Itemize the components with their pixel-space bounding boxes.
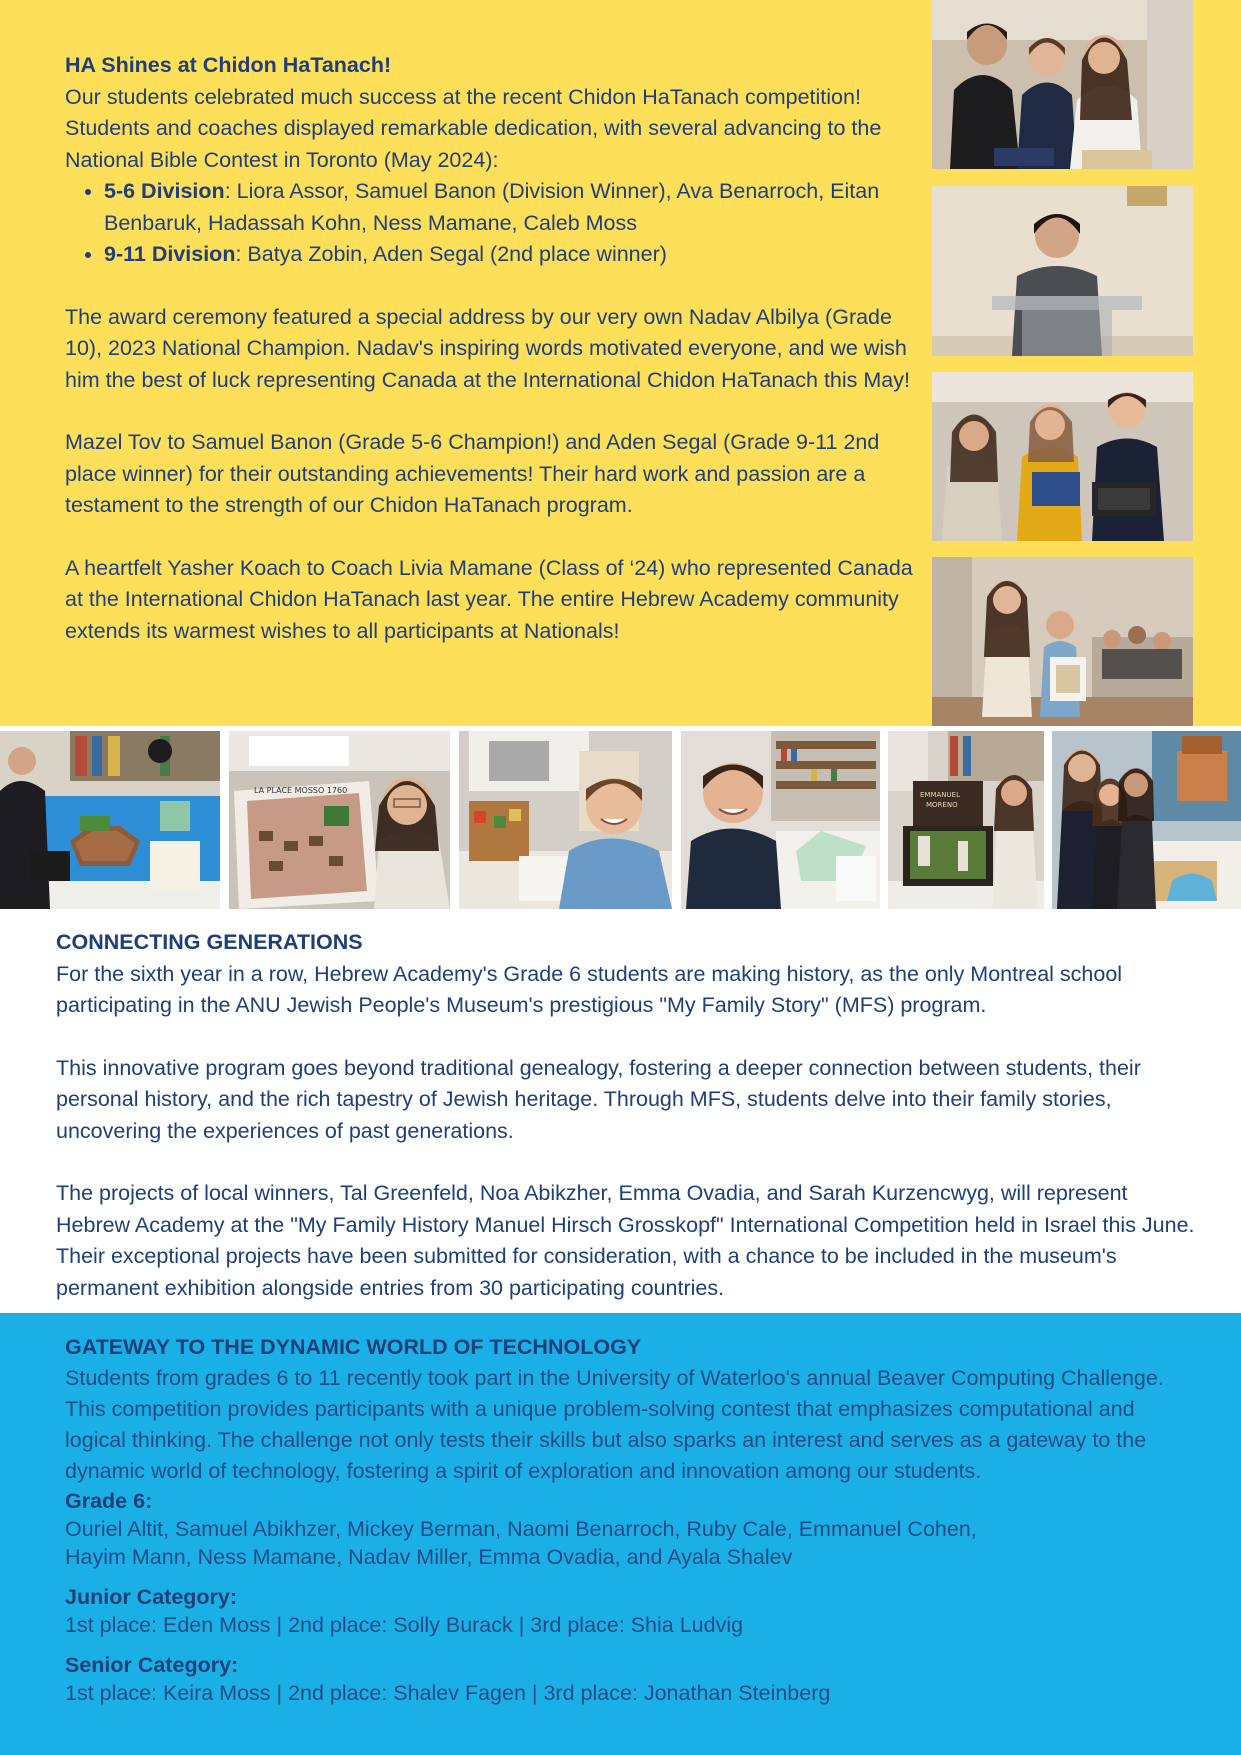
photo-project-group-girls — [1052, 731, 1241, 909]
generations-heading: CONNECTING GENERATIONS — [56, 930, 363, 954]
award-paragraph: The award ceremony featured a special address by our very own Nadav Albilya (Grade 10), 2023 National Champion. Nadav's inspiring words motivated everyone, and we wish him the best of luck representing Canada at the International Chidon HaTanach this May! — [65, 304, 910, 392]
division-text: : Liora Assor, Samuel Banon (Division Winner), Ava Benarroch, Eitan Benbaruk, Hadassah Kohn, Ness Mamane, Caleb Moss — [104, 179, 880, 235]
technology-intro: Students from grades 6 to 11 recently took part in the University of Waterloo's annual Beaver Computing Challenge. This competition provides participants with a unique problem-solving contest that emphasizes computational and logical thinking. The challenge not only tests their skills but also sparks an interest and serves as a gateway to the dynamic world of technology, fostering a spirit of exploration and innovation among our students. — [65, 1366, 1164, 1483]
senior-category-results: 1st place: Keira Moss | 2nd place: Shalev Fagen | 3rd place: Jonathan Steinberg — [65, 1681, 831, 1705]
generations-article — [56, 927, 1206, 1304]
chidon-section — [0, 0, 1241, 726]
division-item-5-6 — [104, 176, 915, 239]
generations-paragraph-2: This innovative program goes beyond traditional genealogy, fostering a deeper connection between students, their personal history, and the rich tapestry of Jewish heritage. Through MFS, students delve into their family stories, uncovering the experiences of past generations. — [56, 1055, 1141, 1143]
generations-paragraph-1: For the sixth year in a row, Hebrew Academy's Grade 6 students are making history, as the only Montreal school participating in the ANU Jewish People's Museum's prestigious "My Family Story" (MFS) program. — [56, 961, 1123, 1017]
technology-article — [65, 1332, 1195, 1707]
technology-heading: GATEWAY TO THE DYNAMIC WORLD OF TECHNOLOGY — [65, 1335, 642, 1359]
chidon-heading: HA Shines at Chidon HaTanach! — [65, 53, 392, 77]
photo-project-room-model — [229, 731, 450, 909]
suitcase-name-line1: EMMANUEL — [920, 791, 960, 799]
mazel-tov-paragraph: Mazel Tov to Samuel Banon (Grade 5-6 Champion!) and Aden Segal (Grade 9-11 2nd place winner) for their outstanding achievements! Their hard work and passion are a testament to the strength of our Chidon HaTanach program. — [65, 430, 880, 517]
generations-section — [0, 913, 1241, 1313]
photo-project-student-smiling — [681, 731, 880, 909]
generations-paragraph-3: The projects of local winners, Tal Greenfeld, Noa Abikzher, Emma Ovadia, and Sarah Kurzencwyg, will represent Hebrew Academy at the "My Family History Manuel Hirsch Grosskopf" International Competition held in Israel this June. Their exceptional projects have been submitted for consideration, with a chance to be included in the museum's permanent exhibition alongside entries from 30 participating countries. — [56, 1181, 1195, 1300]
photo-students-certificates — [932, 557, 1193, 726]
chidon-intro: Our students celebrated much success at the recent Chidon HaTanach competition! Students and coaches displayed remarkable dedication, with several advancing to the National Bible Contest in Toronto (May 2024): — [65, 84, 882, 172]
photo-project-hexagon-model — [0, 731, 220, 909]
division-item-9-11 — [104, 239, 915, 271]
model-sign-text: LA PLACE MOSSO 1760 — [254, 786, 348, 795]
photo-three-students — [932, 0, 1193, 169]
suitcase-name-line2: MORENO — [926, 801, 958, 809]
grade6-label: Grade 6: — [65, 1489, 153, 1513]
division-text: : Batya Zobin, Aden Segal (2nd place winner) — [235, 242, 667, 266]
division-name: 5-6 Division — [104, 179, 225, 203]
photo-project-suitcase — [888, 731, 1044, 909]
technology-section — [0, 1313, 1241, 1755]
junior-category-results: 1st place: Eden Moss | 2nd place: Solly Burack | 3rd place: Shia Ludvig — [65, 1613, 744, 1637]
photo-award-ceremony — [932, 372, 1193, 541]
coach-paragraph: A heartfelt Yasher Koach to Coach Livia Mamane (Class of ‘24) who represented Canada at the International Chidon HaTanach last year. The entire Hebrew Academy community extends its warmest wishes to all participants at Nationals! — [65, 555, 913, 643]
junior-category-label: Junior Category: — [65, 1585, 238, 1609]
chidon-article — [65, 50, 915, 647]
division-list — [65, 176, 915, 271]
grade6-names-line2: Hayim Mann, Ness Mamane, Nadav Miller, Emma Ovadia, and Ayala Shalev — [65, 1545, 793, 1569]
division-name: 9-11 Division — [104, 242, 236, 266]
senior-category-label: Senior Category: — [65, 1653, 239, 1677]
photo-project-display — [459, 731, 672, 909]
photo-speaker-podium — [932, 186, 1193, 356]
grade6-names-line1: Ouriel Altit, Samuel Abikhzer, Mickey Berman, Naomi Benarroch, Ruby Cale, Emmanuel Cohen, — [65, 1517, 977, 1541]
